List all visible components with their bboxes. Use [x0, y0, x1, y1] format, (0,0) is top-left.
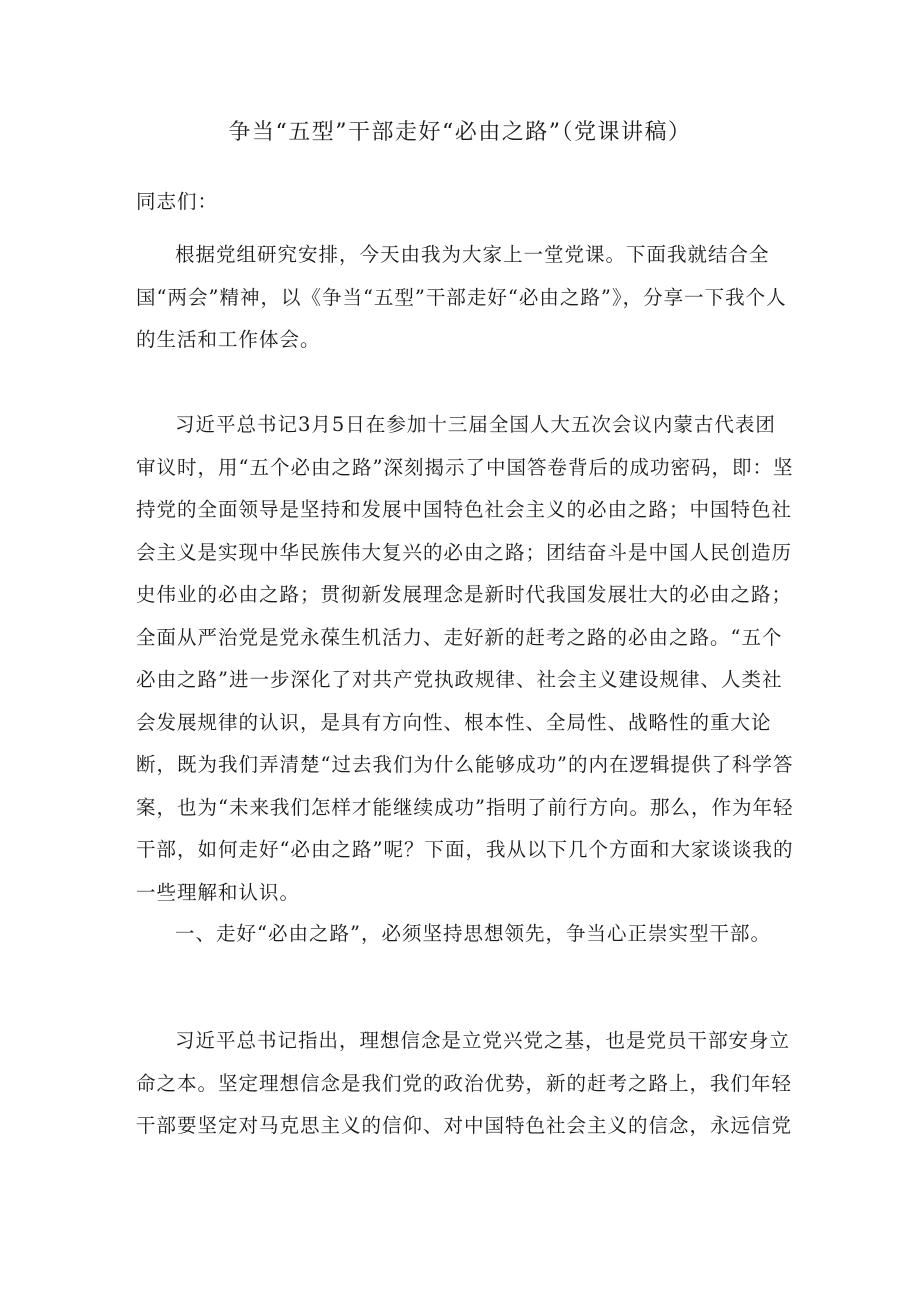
paragraph-intro: 根据党组研究安排，今天由我为大家上一堂党课。下面我就结合全国“两会”精神，以《争当“五型”干部走好“必由之路”》，分享一下我个人的生活和工作体会。 — [136, 243, 787, 351]
paragraph-five-paths: 习近平总书记3月5日在参加十三届全国人大五次会议内蒙古代表团审议时，用“五个必由之路”深刻揭示了中国答卷背后的成功密码，即：坚持党的全面领导是坚持和发展中国特色社会主义的必由之路；中国特色社会主义是实现中华民族伟大复兴的必由之路；团结奋斗是中国人民创造历史伟业的必由之路；贯彻新发展理念是新时代我国发展壮大的必由之路；全面从严治党是党永葆生机活力、走好新的赶考之路的必由之路。“五个必由之路”进一步深化了对共产党执政规律、社会主义建设规律、人类社会发展规律的认识，是具有方向性、根本性、全局性、战略性的重大论断，既为我们弄清楚“过去我们为什么能够成功”的内在逻辑提供了科学答案，也为“未来我们怎样才能继续成功”指明了前行方向。那么，作为年轻干部，如何走好“必由之路”呢？下面，我从以下几个方面和大家谈谈我的一些理解和认识。 — [136, 413, 794, 904]
document-title: 争当“五型”干部走好“必由之路”（党课讲稿） — [228, 120, 692, 145]
salutation: 同志们： — [136, 190, 219, 213]
section-heading-one: 一、走好“必由之路”，必须坚持思想领先，争当心正崇实型干部。 — [175, 922, 771, 945]
paragraph-ideals: 习近平总书记指出，理想信念是立党兴党之基，也是党员干部安身立命之本。坚定理想信念是我们党的政治优势，新的赶考之路上，我们年轻干部要坚定对马克思主义的信仰、对中国特色社会主义的信念，永远信党 — [136, 1029, 793, 1137]
